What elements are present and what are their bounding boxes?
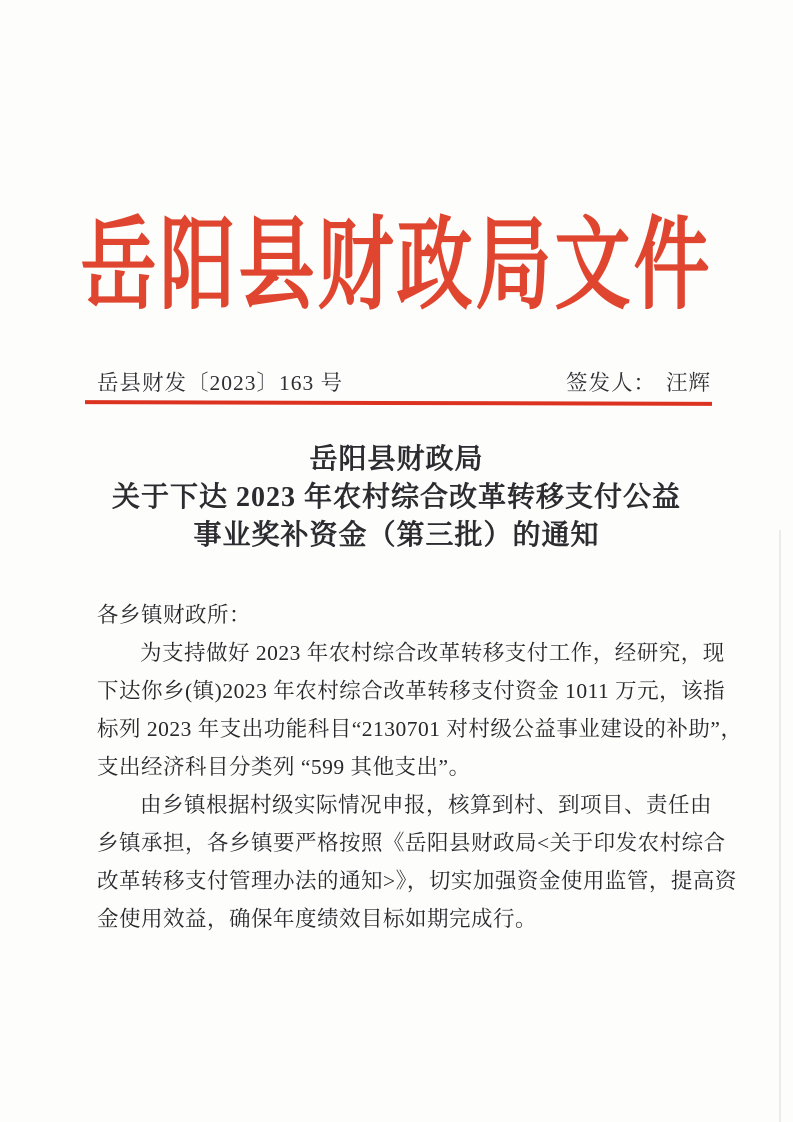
text-line: 改革转移支付管理办法的通知>》，切实加强资金使用监管，提高资 — [97, 869, 737, 893]
issuer — [566, 366, 711, 397]
document-body — [97, 596, 743, 938]
reference-row — [97, 366, 711, 397]
scan-edge-artifact — [779, 530, 781, 1122]
paragraph — [97, 634, 743, 786]
red-divider-line — [85, 400, 712, 405]
text-line: 支出经济科目分类列 “599 其他支出”。 — [97, 755, 471, 779]
red-header-banner — [0, 200, 793, 322]
issuer-name: 汪辉 — [665, 371, 711, 395]
paragraph — [97, 786, 737, 938]
text-line: 事业奖补资金（第三批）的通知 — [193, 520, 600, 551]
text-line: 由乡镇根据村级实际情况申报，核算到村、到项目、责任由 — [140, 793, 713, 817]
text-line: 乡镇承担，各乡镇要严格按照《岳阳县财政局<关于印发农村综合 — [97, 831, 726, 855]
text-line: 下达你乡(镇)2023 年农村综合改革转移支付资金 1011 万元，该指 — [97, 679, 726, 703]
agency-banner-title: 岳阳县财政局文件 — [80, 210, 713, 322]
paragraphs-container — [97, 634, 743, 938]
salutation: 各乡镇财政所： — [97, 603, 252, 627]
text-line: 标列 2023 年支出功能科目“2130701 对村级公益事业建设的补助”， — [97, 717, 743, 741]
text-line: 为支持做好 2023 年农村综合改革转移支付工作，经研究，现 — [140, 641, 725, 665]
doc-number: 岳县财发〔2023〕163 号 — [97, 371, 344, 395]
text-line: 关于下达 2023 年农村综合改革转移支付公益 — [111, 482, 681, 513]
text-line: 岳阳县财政局 — [309, 444, 484, 475]
issuer-label: 签发人： — [565, 371, 656, 395]
text-line: 金使用效益，确保年度绩效目标如期完成行。 — [97, 907, 538, 931]
document-title — [30, 441, 763, 555]
